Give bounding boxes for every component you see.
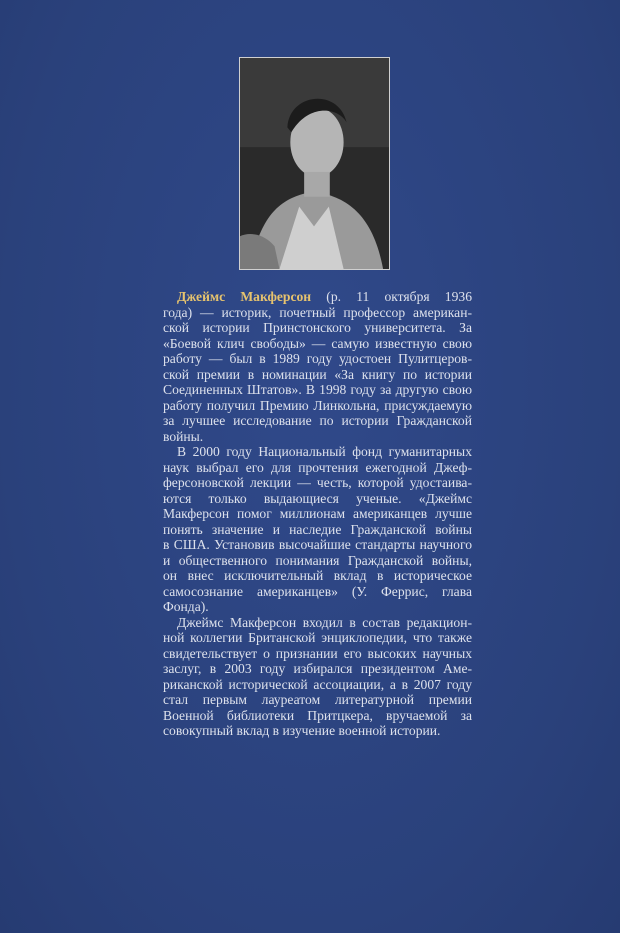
bio-line: Макферсон помог миллионам американцев лучше [163, 506, 472, 521]
bio-line: работу — был в 1989 году удостоен Пулитцеров- [163, 351, 472, 366]
bio-line: ной коллегии Британской энциклопедии, что также [163, 630, 472, 645]
bio-line: ются только выдающиеся ученые. «Джеймс [163, 490, 472, 506]
bio-line: Джеймс Макферсон входил в состав редакцион- [177, 614, 472, 630]
bio-line: заслуг, в 2003 году избирался президентом Аме- [163, 661, 472, 676]
paragraph-1 [163, 289, 472, 444]
bio-line: года) — историк, почетный профессор американ- [163, 304, 472, 320]
bio-line: Соединенных Штатов». В 1998 году за другую свою [163, 382, 472, 397]
author-photo [239, 57, 390, 270]
bio-line: он внес исключительный вклад в историческое [163, 568, 472, 583]
bio-line: стал первым лауреатом литературной премии [163, 692, 472, 707]
bio-line: «Боевой клич свободы» — самую известную свою [163, 335, 472, 351]
bio-line: совокупный вклад в изучение военной истории. [163, 723, 441, 738]
bio-line: В 2000 году Национальный фонд гуманитарных [177, 444, 472, 459]
bio-line: ской истории Принстонского университета. За [163, 320, 472, 335]
bio-line: самосознание американцев» (У. Феррис, глава [163, 583, 472, 599]
author-name: Джеймс Макферсон [177, 289, 312, 304]
bio-line: войны. [163, 428, 204, 444]
bio-line: и общественного понимания Гражданской войны, [163, 552, 472, 568]
bio-line: ской премии в номинации «За книгу по истории [163, 366, 472, 382]
bio-line: работу получил Премию Линкольна, присуждаемую [163, 397, 472, 413]
bio-line: риканской исторической ассоциации, а в 2007 году [163, 676, 472, 692]
bio-line: Джеймс Макферсон (р. 11 октября 1936 [177, 289, 472, 304]
paragraph-3 [163, 615, 472, 739]
bio-line: за лучшее исследование по истории Гражданской [163, 413, 472, 428]
bio-line: в США. Установив высочайшие стандарты научного [163, 537, 472, 552]
bio-line: наук выбрал его для прочтения ежегодной Джеф- [163, 459, 472, 475]
bio-line: понять значение и наследие Гражданской войны [163, 521, 472, 537]
author-biography [163, 289, 472, 739]
paragraph-2 [163, 444, 472, 615]
bio-line: Фонда). [163, 599, 209, 614]
bio-line: свидетельствует о признании его высоких научных [163, 645, 472, 661]
bio-line: ферсоновской лекции — честь, которой удостаива- [163, 475, 472, 490]
bio-line: Военной библиотеки Притцкера, вручаемой за [163, 707, 472, 723]
